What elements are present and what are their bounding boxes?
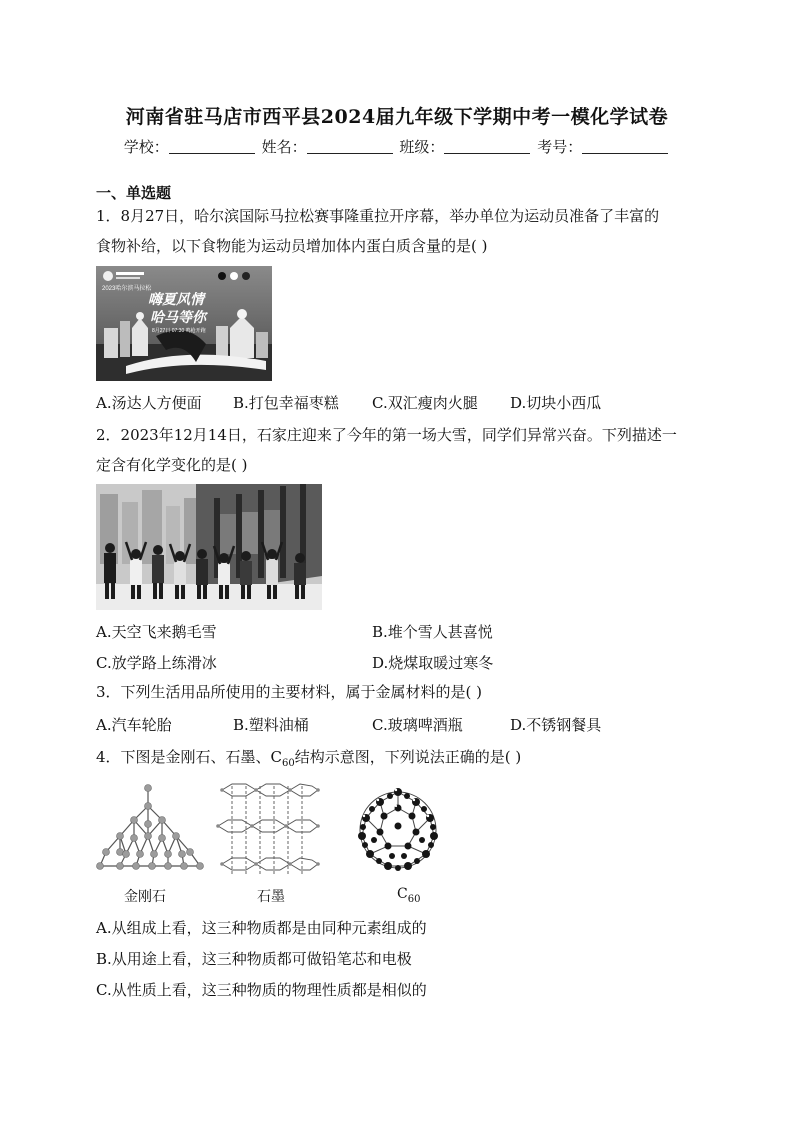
question-number: 2． (96, 426, 121, 444)
q1-option-a[interactable]: A.汤达人方便面 (96, 394, 202, 412)
poster-line1: 嗨夏风情 (148, 292, 204, 308)
question-1-line1: 8月27日，哈尔滨国际马拉松赛事隆重拉开序幕，举办单位为运动员准备了丰富的 (120, 207, 660, 225)
name-blank[interactable] (307, 139, 393, 154)
student-info-line (0, 136, 794, 157)
question-3-line1: 下列生活用品所使用的主要材料，属于金属材料的是( ) (120, 683, 483, 701)
school-blank[interactable] (169, 139, 255, 154)
question-number: 3． (96, 683, 121, 701)
q1-option-d[interactable]: D.切块小西瓜 (510, 394, 602, 412)
question-1-stem (96, 201, 701, 261)
school-label: 学校： (123, 138, 169, 156)
q4-option-c[interactable]: C.从性质上看，这三种物质的物理性质都是相似的 (96, 981, 427, 999)
question-number: 4． (96, 748, 121, 766)
question-4-post: 结构示意图，下列说法正确的是( ) (294, 748, 522, 766)
c60-structure-image (346, 780, 450, 880)
marathon-poster-image (96, 266, 272, 381)
c60-caption-main: C (397, 886, 408, 902)
question-number: 1． (96, 207, 121, 225)
question-4-pre: 下图是金刚石、石墨、C (120, 748, 283, 766)
graphite-caption: 石墨 (257, 889, 285, 905)
diamond-caption: 金刚石 (124, 889, 166, 905)
q3-option-c[interactable]: C.玻璃啤酒瓶 (372, 716, 463, 734)
question-2-stem (96, 420, 701, 480)
q3-option-b[interactable]: B.塑料油桶 (233, 716, 309, 734)
poster-date: 8月27日 07:30 鸣枪开跑 (152, 328, 206, 334)
q1-option-c[interactable]: C.双汇瘦肉火腿 (372, 394, 478, 412)
q3-option-a[interactable]: A.汽车轮胎 (96, 716, 172, 734)
exam-number-label: 考号： (537, 138, 583, 156)
q2-option-b[interactable]: B.堆个雪人甚喜悦 (372, 623, 493, 641)
question-2-line2: 定含有化学变化的是( ) (96, 456, 248, 474)
c60-caption (397, 886, 420, 905)
q2-option-c[interactable]: C.放学路上练滑冰 (96, 654, 217, 672)
question-1-line2: 食物补给，以下食物能为运动员增加体内蛋白质含量的是( ) (96, 237, 488, 255)
question-4-sub: 60 (282, 758, 295, 769)
section-title: 一、单选题 (96, 184, 172, 202)
graphite-structure-image (214, 780, 322, 880)
q3-option-d[interactable]: D.不锈钢餐具 (510, 716, 602, 734)
question-3-stem (96, 677, 701, 707)
question-2-line1: 2023年12月14日，石家庄迎来了今年的第一场大雪，同学们异常兴奋。下列描述一 (120, 426, 677, 444)
name-label: 姓名： (261, 138, 307, 156)
exam-title: 河南省驻马店市西平县2024届九年级下学期中考一模化学试卷 (125, 106, 669, 128)
exam-number-blank[interactable] (582, 139, 668, 154)
question-4-stem (96, 742, 701, 779)
poster-top-text: 2023哈尔滨马拉松 (102, 286, 152, 292)
q4-option-a[interactable]: A.从组成上看，这三种物质都是由同种元素组成的 (96, 919, 427, 937)
q4-option-b[interactable]: B.从用途上看，这三种物质都可做铅笔芯和电极 (96, 950, 412, 968)
c60-caption-sub: 60 (407, 893, 421, 905)
snow-photo-image (96, 484, 322, 610)
poster-line2: 哈马等你 (150, 310, 206, 326)
q2-option-d[interactable]: D.烧煤取暖过寒冬 (372, 654, 494, 672)
class-label: 班级： (399, 138, 445, 156)
diamond-structure-image (96, 780, 208, 880)
q1-option-b[interactable]: B.打包幸福枣糕 (233, 394, 339, 412)
q2-option-a[interactable]: A.天空飞来鹅毛雪 (96, 623, 217, 641)
class-blank[interactable] (444, 139, 530, 154)
